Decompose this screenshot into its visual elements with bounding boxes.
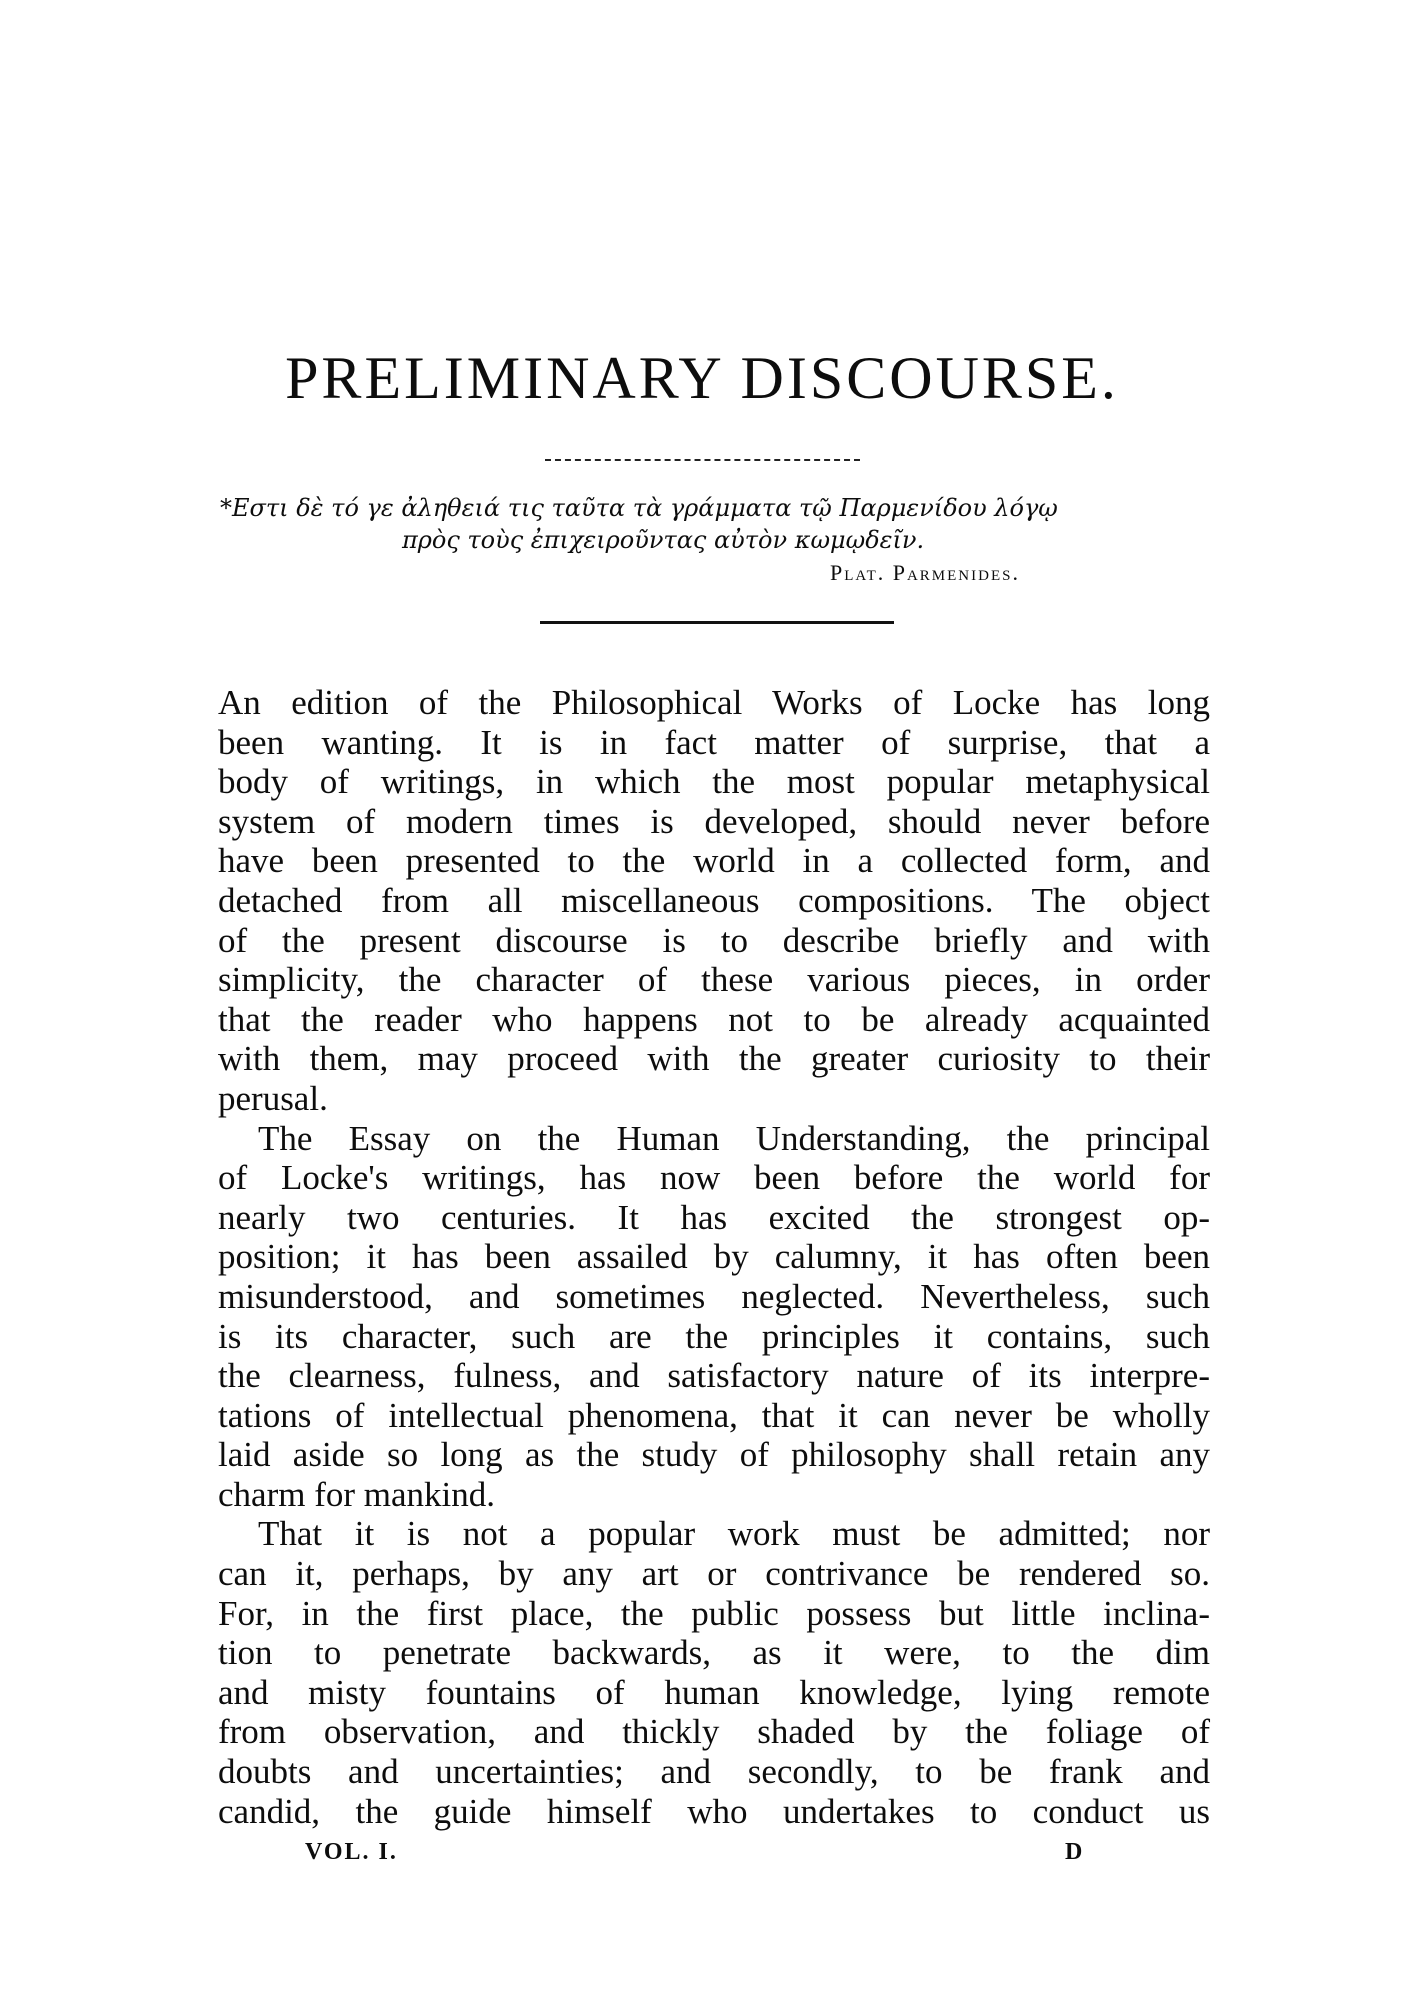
volume-label: VOL. I. [305,1839,398,1865]
text-line: of Locke's writings, has now been before the world for [218,1158,1210,1198]
text-line: of the present discourse is to describe briefly and with [218,920,1210,960]
text-line: body of writings, in which the most popular metaphysical [218,762,1210,802]
body-text [218,683,1210,1831]
epigraph-attribution: Plat. Parmenides. [830,560,1020,585]
epigraph-line-1: *Εστι δὲ τό γε ἀληθειά τις ταῦτα τὰ γράμματα τῷ Παρμενίδου λόγῳ [220,494,1058,522]
epigraph-divider [540,621,894,624]
text-line: system of modern times is developed, should never before [218,801,1210,841]
text-line: position; it has been assailed by calumny, it has often been [218,1237,1210,1277]
text-line: tion to penetrate backwards, as it were, to the dim [218,1633,1210,1673]
text-line: that the reader who happens not to be already acquainted [218,999,1210,1039]
text-line: For, in the first place, the public possess but little inclina- [218,1593,1210,1633]
epigraph-line-2: πρὸς τοὺς ἐπιχειροῦντας αὐτὸν κωμῳδεῖν. [402,526,925,554]
text-line: misunderstood, and sometimes neglected. Nevertheless, such [218,1276,1210,1316]
text-line: simplicity, the character of these various pieces, in order [218,960,1210,1000]
text-line: with them, may proceed with the greater curiosity to their [218,1039,1210,1079]
text-line: candid, the guide himself who undertakes to conduct us [218,1791,1210,1831]
text-line: An edition of the Philosophical Works of Locke has long [218,683,1210,722]
text-line: from observation, and thickly shaded by the foliage of [218,1712,1210,1752]
text-line: been wanting. It is in fact matter of surprise, that a [218,722,1210,762]
text-line: tations of intellectual phenomena, that it can never be wholly [218,1395,1210,1435]
text-line: the clearness, fulness, and satisfactory nature of its interpre- [218,1356,1210,1396]
text-line: detached from all miscellaneous compositions. The object [218,880,1210,920]
text-line: can it, perhaps, by any art or contrivance be rendered so. [218,1554,1210,1594]
text-line: charm for mankind. [218,1474,495,1514]
text-line: The Essay on the Human Understanding, the principal [258,1118,1210,1158]
title-divider [545,459,860,461]
text-line: doubts and uncertainties; and secondly, to be frank and [218,1752,1210,1792]
text-line: is its character, such are the principles it contains, such [218,1316,1210,1356]
text-line: laid aside so long as the study of philosophy shall retain any [218,1435,1210,1475]
text-line: nearly two centuries. It has excited the strongest op- [218,1197,1210,1237]
text-line: perusal. [218,1078,328,1118]
text-line: and misty fountains of human knowledge, lying remote [218,1672,1210,1712]
text-line: That it is not a popular work must be admitted; nor [258,1514,1210,1554]
signature-mark: D [1065,1839,1085,1865]
text-line: have been presented to the world in a collected form, and [218,841,1210,881]
page-title: PRELIMINARY DISCOURSE. [285,345,1119,411]
